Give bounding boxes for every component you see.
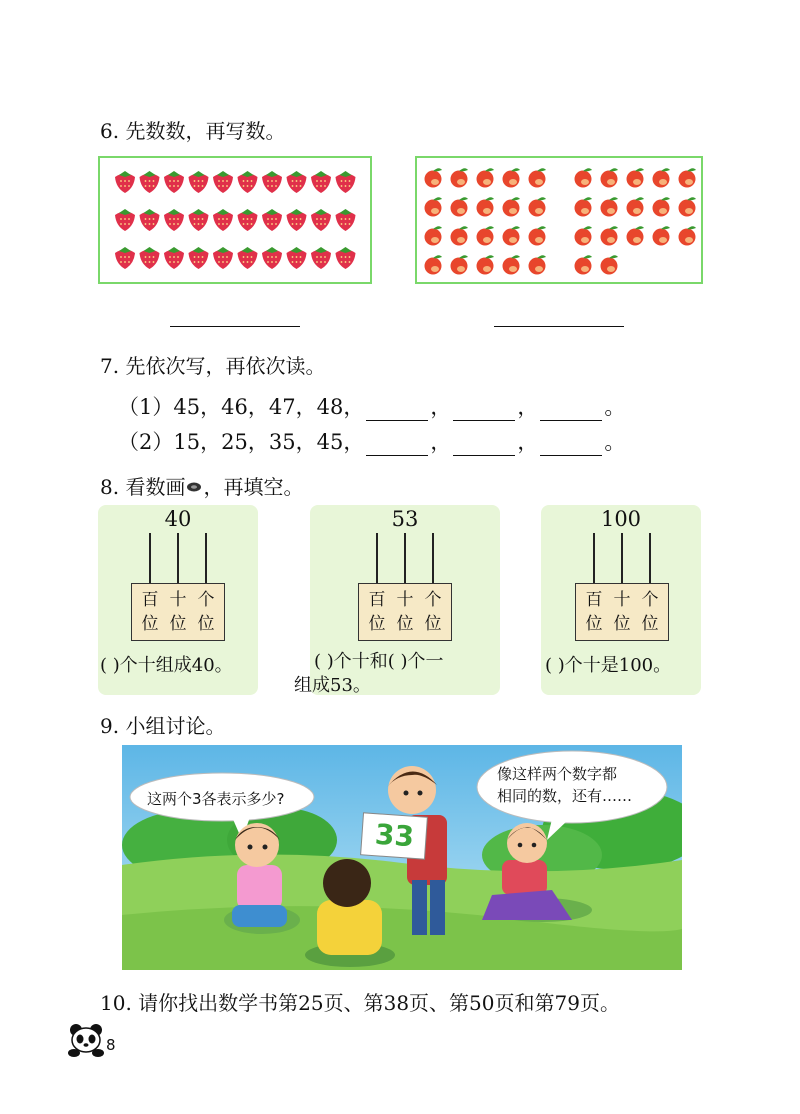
- strawberry-icon: [189, 171, 209, 193]
- peach-icon: [503, 197, 521, 216]
- seq-value: 35: [268, 430, 296, 454]
- fill-in-sentence[interactable]: ( )个十和( )个一: [314, 651, 444, 672]
- peach-icon: [679, 197, 697, 216]
- strawberry-icon: [336, 171, 356, 193]
- strawberry-icon: [336, 209, 356, 231]
- abacus-number: 100: [600, 507, 642, 531]
- strawberry-icon: [115, 247, 135, 269]
- place-value-box: 百 位 十 位 个 位: [575, 583, 669, 641]
- seq-value: 45: [316, 430, 344, 454]
- peach-icon: [653, 168, 671, 187]
- q9-title: 9. 小组讨论。: [100, 714, 226, 738]
- strawberry-icon: [287, 247, 307, 269]
- peach-icon: [679, 168, 697, 187]
- peach-icon: [451, 255, 469, 274]
- abacus-panel-40: [98, 505, 258, 695]
- answer-line-strawberry[interactable]: [170, 326, 300, 327]
- peach-icon: [601, 197, 619, 216]
- fill-in-sentence-line2: 组成53。: [294, 675, 371, 696]
- q10-title: 10. 请你找出数学书第25页、第38页、第50页和第79页。: [100, 991, 620, 1015]
- blank-input[interactable]: [540, 435, 602, 456]
- peach-icon: [601, 168, 619, 187]
- strawberry-icon: [140, 171, 160, 193]
- sequence-row-2: （2） 15 ， 25 ， 35 ， 45 ， ， ， 。: [118, 430, 626, 454]
- q6-title: 6. 先数数，再写数。: [100, 119, 286, 143]
- seq-value: 45: [173, 395, 201, 419]
- strawberry-box: [98, 156, 372, 284]
- place-value-box: 百 位 十 位 个 位: [131, 583, 225, 641]
- strawberry-icon: [287, 209, 307, 231]
- peach-icon: [451, 197, 469, 216]
- strawberry-icon: [262, 171, 282, 193]
- peach-grid: [417, 158, 701, 282]
- peach-icon: [503, 255, 521, 274]
- fill-in-sentence[interactable]: ( )个十是100。: [545, 655, 672, 676]
- rod-tens[interactable]: [404, 533, 406, 583]
- strawberry-icon: [213, 171, 233, 193]
- peach-icon: [425, 197, 443, 216]
- strawberry-icon: [238, 209, 258, 231]
- sequence-row-1: （1） 45 ， 46 ， 47 ， 48 ， ， ， 。: [118, 395, 626, 419]
- abacus-number: 40: [164, 507, 192, 531]
- strawberry-icon: [311, 247, 331, 269]
- fill-in-sentence[interactable]: ( )个十组成40。: [100, 655, 233, 676]
- abacus-panel-53: [294, 505, 500, 696]
- seq-value: 47: [268, 395, 296, 419]
- peach-icon: [575, 255, 593, 274]
- discussion-illustration: [122, 745, 682, 970]
- peach-icon: [425, 226, 443, 245]
- strawberry-icon: [189, 247, 209, 269]
- strawberry-icon: [311, 171, 331, 193]
- row-label: （2）: [118, 430, 174, 454]
- peach-icon: [529, 226, 547, 245]
- rod-ones[interactable]: [649, 533, 651, 583]
- strawberry-icon: [213, 247, 233, 269]
- peach-icon: [575, 226, 593, 245]
- bubble-left-text: 这两个3各表示多少?: [147, 790, 285, 808]
- strawberry-icon: [311, 209, 331, 231]
- abacus-panel-100: [541, 505, 701, 695]
- q7-title: 7. 先依次写，再依次读。: [100, 354, 326, 378]
- blank-input[interactable]: [453, 400, 515, 421]
- q8-title: 8. 看数画 ，再填空。: [100, 475, 304, 499]
- rod-tens[interactable]: [177, 533, 179, 583]
- rod-hundreds[interactable]: [376, 533, 378, 583]
- peach-icon: [529, 197, 547, 216]
- peach-icon: [477, 197, 495, 216]
- seq-value: 15: [173, 430, 201, 454]
- seq-value: 46: [221, 395, 248, 419]
- blank-input[interactable]: [366, 435, 428, 456]
- strawberry-icon: [213, 209, 233, 231]
- peach-icon: [477, 168, 495, 187]
- peach-icon: [451, 226, 469, 245]
- seq-value: 48: [316, 395, 344, 419]
- peach-icon: [503, 226, 521, 245]
- peach-icon: [529, 168, 547, 187]
- peach-icon: [601, 255, 619, 274]
- strawberry-icon: [262, 209, 282, 231]
- bead-icon: [186, 481, 202, 493]
- seq-value: 25: [221, 430, 248, 454]
- card-number: 33: [373, 817, 416, 854]
- strawberry-icon: [140, 247, 160, 269]
- strawberry-icon: [189, 209, 209, 231]
- row-label: （1）: [118, 395, 174, 419]
- peach-icon: [477, 226, 495, 245]
- page-number: 8: [106, 1036, 116, 1054]
- panda-icon: [66, 1022, 106, 1062]
- peach-icon: [425, 255, 443, 274]
- peach-icon: [425, 168, 443, 187]
- peach-icon: [477, 255, 495, 274]
- strawberry-icon: [140, 209, 160, 231]
- peach-icon: [575, 168, 593, 187]
- rod-ones[interactable]: [205, 533, 207, 583]
- peach-icon: [503, 168, 521, 187]
- strawberry-icon: [164, 209, 184, 231]
- bubble-right-text: 像这样两个数字都 相同的数，还有……: [497, 765, 633, 805]
- place-value-box: 百 位 十 位 个 位: [358, 583, 452, 641]
- rod-hundreds[interactable]: [593, 533, 595, 583]
- strawberry-icon: [164, 247, 184, 269]
- peach-icon: [653, 197, 671, 216]
- strawberry-icon: [262, 247, 282, 269]
- peach-icon: [575, 197, 593, 216]
- strawberry-icon: [164, 171, 184, 193]
- peach-icon: [451, 168, 469, 187]
- blank-input[interactable]: [453, 435, 515, 456]
- strawberry-icon: [336, 247, 356, 269]
- strawberry-icon: [238, 247, 258, 269]
- peach-icon: [529, 255, 547, 274]
- peach-icon: [627, 197, 645, 216]
- strawberry-icon: [287, 171, 307, 193]
- peach-icon: [601, 226, 619, 245]
- peach-icon: [627, 168, 645, 187]
- rod-ones[interactable]: [432, 533, 434, 583]
- peach-icon: [627, 226, 645, 245]
- peach-icon: [679, 226, 697, 245]
- rod-hundreds[interactable]: [149, 533, 151, 583]
- blank-input[interactable]: [366, 400, 428, 421]
- rod-tens[interactable]: [621, 533, 623, 583]
- blank-input[interactable]: [540, 400, 602, 421]
- strawberry-icon: [115, 171, 135, 193]
- answer-line-peach[interactable]: [494, 326, 624, 327]
- strawberry-icon: [238, 171, 258, 193]
- abacus-number: 53: [391, 507, 419, 531]
- strawberry-icon: [115, 209, 135, 231]
- peach-box: [415, 156, 703, 284]
- strawberry-grid: [100, 158, 370, 282]
- peach-icon: [653, 226, 671, 245]
